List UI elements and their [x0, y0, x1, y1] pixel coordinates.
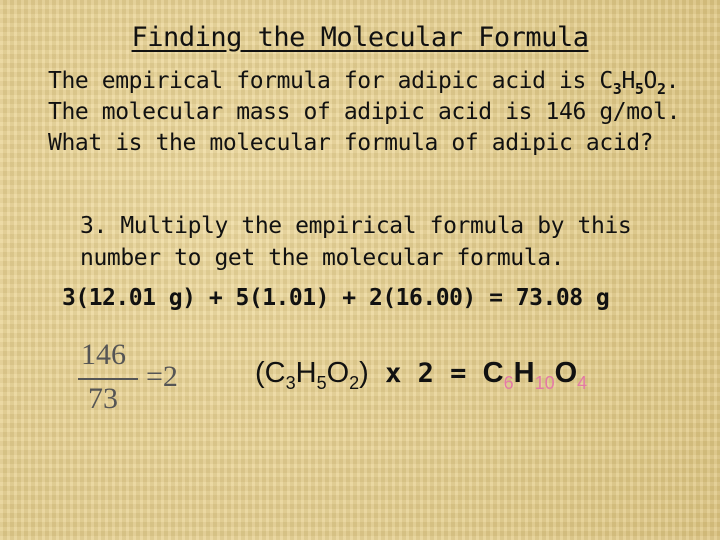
- question-paragraph: [48, 66, 688, 159]
- formula-element-c: C: [599, 68, 613, 94]
- result-h: H: [295, 357, 317, 389]
- formula-element-o: O: [643, 68, 657, 94]
- fraction-bar: [78, 378, 138, 380]
- page-title: Finding the Molecular Formula: [131, 22, 589, 53]
- molecular-formula-equation: [255, 357, 695, 393]
- formula-subscript-c: 3: [612, 80, 622, 98]
- formula-subscript-h: 5: [634, 80, 644, 98]
- empirical-formula: [599, 68, 666, 98]
- formula-subscript-o: 2: [656, 80, 666, 98]
- result-o-subscript: 2: [349, 373, 360, 393]
- step-text: 3. Multiply the empirical formula by this number to get the molecular formula.: [80, 213, 632, 271]
- molar-mass-calculation: 3(12.01 g) + 5(1.01) + 2(16.00) = 73.08 g: [62, 285, 610, 311]
- fraction-numerator: 146: [81, 338, 126, 371]
- result-times: x 2 =: [368, 358, 483, 389]
- question-text-1: The empirical formula for adipic acid is: [48, 68, 586, 94]
- result-h-subscript: 5: [316, 373, 327, 393]
- equals-sign: =: [146, 360, 163, 393]
- result-o: O: [326, 357, 350, 389]
- molecular-c: C: [482, 357, 504, 389]
- molecular-o: O: [554, 357, 578, 389]
- fraction-equals: [146, 360, 178, 394]
- molecular-o-subscript: 4: [577, 373, 588, 393]
- molecular-h-subscript: 10: [534, 373, 555, 393]
- formula-element-h: H: [621, 68, 635, 94]
- fraction-denominator: 73: [88, 382, 118, 415]
- question-text-2: . The molecular mass of adipic acid is 146 g/mol. What is the molecular formula of adipic acid?: [48, 68, 681, 156]
- molecular-h: H: [513, 357, 535, 389]
- molecular-c-subscript: 6: [503, 373, 514, 393]
- result-close: ): [359, 357, 369, 389]
- result-c-subscript: 3: [285, 373, 296, 393]
- fraction-result: 2: [162, 360, 178, 393]
- ratio-fraction: [78, 338, 198, 428]
- result-open: (C: [255, 357, 286, 389]
